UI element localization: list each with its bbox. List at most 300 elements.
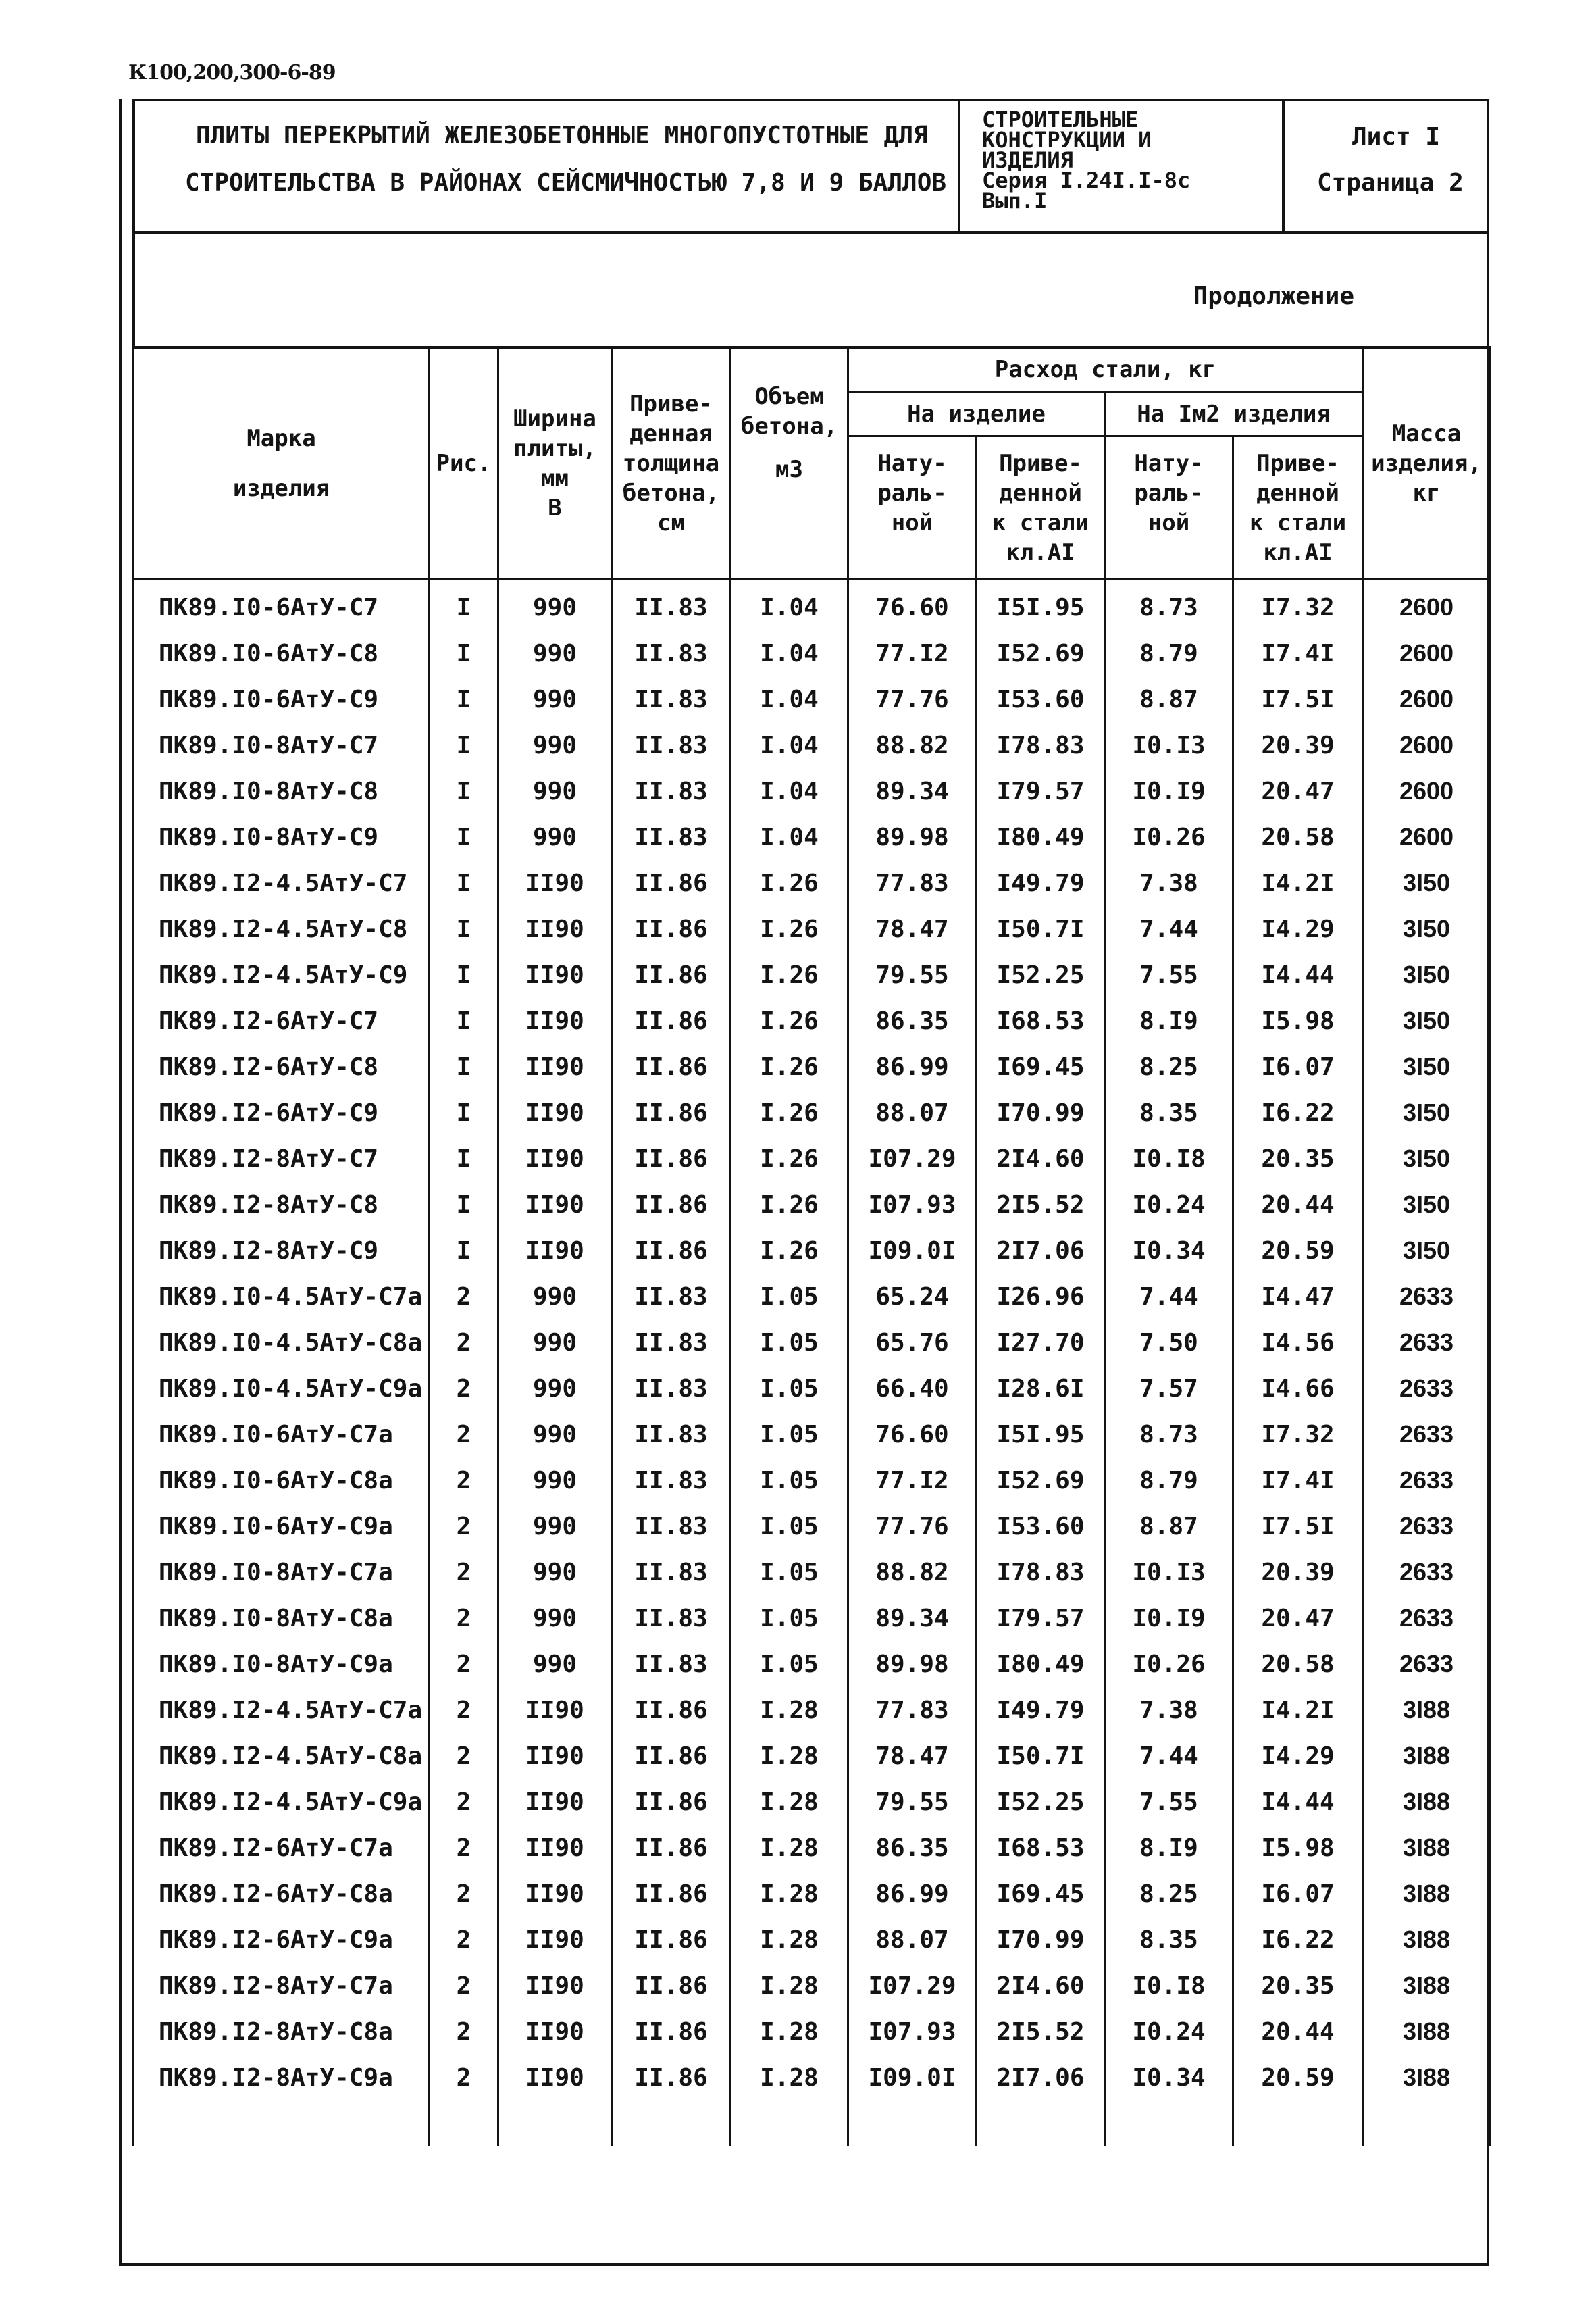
slab-width: II90 <box>498 1182 612 1228</box>
header-mark-line: Марка <box>247 424 316 452</box>
steel-natural-m2: 8.I9 <box>1105 998 1233 1044</box>
concrete-volume: I.26 <box>731 1228 848 1274</box>
header-natural-item <box>848 436 977 580</box>
reduced-thickness: II.83 <box>612 580 731 631</box>
steel-natural-item: 77.83 <box>848 1687 977 1733</box>
steel-natural-item: 79.55 <box>848 1779 977 1825</box>
concrete-volume: I.28 <box>731 1917 848 1963</box>
table-row <box>134 1044 1491 1090</box>
concrete-volume: I.04 <box>731 768 848 814</box>
slab-width: II90 <box>498 998 612 1044</box>
concrete-volume: I.28 <box>731 2009 848 2055</box>
slab-width: II90 <box>498 952 612 998</box>
steel-natural-m2: I0.26 <box>1105 814 1233 860</box>
table-row <box>134 1503 1491 1549</box>
reduced-thickness: II.83 <box>612 1595 731 1641</box>
slab-width: 990 <box>498 1595 612 1641</box>
concrete-volume: I.28 <box>731 1733 848 1779</box>
product-mass: 2600 <box>1363 676 1491 722</box>
steel-reduced-item: I52.25 <box>977 952 1105 998</box>
steel-natural-item: 77.I2 <box>848 1457 977 1503</box>
steel-reduced-item: I79.57 <box>977 1595 1105 1641</box>
product-mark: ПК89.I0-6АтУ-С8 <box>134 630 430 676</box>
header-reduced-line: к стали <box>1249 509 1347 536</box>
empty-cell <box>1363 2101 1491 2146</box>
steel-reduced-item: 2I5.52 <box>977 2009 1105 2055</box>
document-code: К100,200,300-6-89 <box>128 61 336 84</box>
steel-reduced-item: I69.45 <box>977 1044 1105 1090</box>
product-mass: 3I88 <box>1363 1733 1491 1779</box>
steel-natural-item: 88.07 <box>848 1917 977 1963</box>
concrete-volume: I.05 <box>731 1457 848 1503</box>
product-mark: ПК89.I0-8АтУ-С7а <box>134 1549 430 1595</box>
steel-natural-m2: 7.44 <box>1105 1733 1233 1779</box>
steel-natural-m2: 7.55 <box>1105 952 1233 998</box>
product-mass: 2633 <box>1363 1503 1491 1549</box>
steel-natural-item: I07.93 <box>848 2009 977 2055</box>
steel-reduced-m2: 20.47 <box>1233 768 1363 814</box>
steel-natural-m2: 7.44 <box>1105 906 1233 952</box>
steel-natural-item: 86.35 <box>848 998 977 1044</box>
table-row <box>134 1365 1491 1411</box>
concrete-volume: I.26 <box>731 998 848 1044</box>
figure-number: I <box>430 722 498 768</box>
table-row <box>134 814 1491 860</box>
reduced-thickness: II.86 <box>612 1963 731 2009</box>
header-thickness-line: денная <box>629 420 713 447</box>
reduced-thickness: II.83 <box>612 1319 731 1365</box>
steel-reduced-m2: I4.29 <box>1233 1733 1363 1779</box>
header-volume-line: м3 <box>775 455 803 483</box>
figure-number: 2 <box>430 1457 498 1503</box>
document-title-line1: ПЛИТЫ ПЕРЕКРЫТИЙ ЖЕЛЕЗОБЕТОННЫЕ МНОГОПУСТОТНЫЕ ДЛЯ <box>196 122 928 149</box>
table-row <box>134 860 1491 906</box>
table-row <box>134 2055 1491 2101</box>
steel-reduced-item: I70.99 <box>977 1090 1105 1136</box>
product-mass: 2600 <box>1363 814 1491 860</box>
steel-natural-item: I09.0I <box>848 1228 977 1274</box>
header-thickness-line: толщина <box>622 449 720 477</box>
figure-number: 2 <box>430 1503 498 1549</box>
header-mass <box>1363 347 1491 580</box>
reduced-thickness: II.86 <box>612 1779 731 1825</box>
product-mark: ПК89.I0-8АтУ-С9 <box>134 814 430 860</box>
steel-natural-item: 65.24 <box>848 1274 977 1319</box>
slab-width: II90 <box>498 1687 612 1733</box>
product-mark: ПК89.I2-4.5АтУ-С8 <box>134 906 430 952</box>
figure-number: 2 <box>430 1917 498 1963</box>
series-line: СТРОИТЕЛЬНЫЕ <box>982 107 1139 132</box>
table-row <box>134 1228 1491 1274</box>
steel-natural-m2: I0.24 <box>1105 1182 1233 1228</box>
reduced-thickness: II.86 <box>612 1687 731 1733</box>
header-reduced-item <box>977 436 1105 580</box>
table-row <box>134 1825 1491 1871</box>
product-mass: 2633 <box>1363 1549 1491 1595</box>
product-mass: 2633 <box>1363 1457 1491 1503</box>
figure-number: 2 <box>430 1871 498 1917</box>
table-row <box>134 1457 1491 1503</box>
steel-natural-item: 76.60 <box>848 1411 977 1457</box>
steel-reduced-item: I52.69 <box>977 630 1105 676</box>
steel-natural-item: 86.99 <box>848 1871 977 1917</box>
steel-reduced-m2: I4.2I <box>1233 860 1363 906</box>
steel-natural-item: I07.93 <box>848 1182 977 1228</box>
steel-natural-item: 88.07 <box>848 1090 977 1136</box>
product-mass: 3I50 <box>1363 952 1491 998</box>
figure-number: 2 <box>430 1963 498 2009</box>
header-thickness-line: Приве- <box>629 390 713 418</box>
table-row <box>134 906 1491 952</box>
sheet-number: Лист I <box>1352 123 1441 151</box>
concrete-volume: I.26 <box>731 952 848 998</box>
figure-number: I <box>430 768 498 814</box>
product-mass: 2600 <box>1363 722 1491 768</box>
steel-reduced-m2: 20.59 <box>1233 2055 1363 2101</box>
steel-reduced-m2: I4.56 <box>1233 1319 1363 1365</box>
figure-number: 2 <box>430 1549 498 1595</box>
header-reduced-line: денной <box>999 479 1082 507</box>
figure-number: 2 <box>430 1595 498 1641</box>
steel-natural-m2: 7.55 <box>1105 1779 1233 1825</box>
slab-width: 990 <box>498 630 612 676</box>
series-cell <box>960 101 1285 231</box>
title-block <box>132 99 1489 234</box>
header-volume-line: Объем <box>754 382 824 410</box>
steel-natural-m2: 8.73 <box>1105 1411 1233 1457</box>
reduced-thickness: II.86 <box>612 1871 731 1917</box>
product-mark: ПК89.I2-6АтУ-С9 <box>134 1090 430 1136</box>
steel-reduced-m2: I7.4I <box>1233 1457 1363 1503</box>
table-row <box>134 2009 1491 2055</box>
steel-reduced-item: I28.6I <box>977 1365 1105 1411</box>
product-mass: 2633 <box>1363 1365 1491 1411</box>
steel-natural-m2: 8.I9 <box>1105 1825 1233 1871</box>
table-row <box>134 722 1491 768</box>
steel-natural-item: 89.98 <box>848 1641 977 1687</box>
concrete-volume: I.26 <box>731 1182 848 1228</box>
figure-number: 2 <box>430 1411 498 1457</box>
header-thickness-line: см <box>657 509 685 536</box>
product-mass: 3I88 <box>1363 1687 1491 1733</box>
empty-cell <box>1233 2101 1363 2146</box>
header-width-line: Ширина <box>513 405 596 432</box>
table-row <box>134 998 1491 1044</box>
product-mark: ПК89.I2-8АтУ-С8а <box>134 2009 430 2055</box>
reduced-thickness: II.86 <box>612 1090 731 1136</box>
product-mass: 3I88 <box>1363 1779 1491 1825</box>
product-mass: 3I88 <box>1363 2009 1491 2055</box>
concrete-volume: I.28 <box>731 1779 848 1825</box>
slab-width: 990 <box>498 1549 612 1595</box>
product-mass: 3I50 <box>1363 860 1491 906</box>
steel-reduced-m2: I4.2I <box>1233 1687 1363 1733</box>
slab-width: 990 <box>498 722 612 768</box>
steel-natural-item: 86.99 <box>848 1044 977 1090</box>
product-mark: ПК89.I2-4.5АтУ-С7 <box>134 860 430 906</box>
figure-number: I <box>430 676 498 722</box>
concrete-volume: I.05 <box>731 1595 848 1641</box>
product-mark: ПК89.I0-6АтУ-С8а <box>134 1457 430 1503</box>
slab-width: II90 <box>498 2055 612 2101</box>
slab-width: 990 <box>498 1411 612 1457</box>
slab-width: II90 <box>498 1044 612 1090</box>
steel-reduced-m2: 20.39 <box>1233 1549 1363 1595</box>
steel-reduced-item: I49.79 <box>977 860 1105 906</box>
product-mark: ПК89.I2-6АтУ-С7 <box>134 998 430 1044</box>
slab-width: II90 <box>498 1090 612 1136</box>
steel-reduced-m2: 20.44 <box>1233 2009 1363 2055</box>
steel-reduced-m2: I4.44 <box>1233 1779 1363 1825</box>
series-line: ИЗДЕЛИЯ <box>982 147 1073 173</box>
empty-cell <box>498 2101 612 2146</box>
product-mass: 3I88 <box>1363 1871 1491 1917</box>
product-mark: ПК89.I0-4.5АтУ-С9а <box>134 1365 430 1411</box>
header-reduced-line: Приве- <box>1256 449 1339 477</box>
header-width-line: плиты, <box>513 434 596 462</box>
empty-cell <box>1105 2101 1233 2146</box>
page-number: Страница 2 <box>1317 169 1464 197</box>
figure-number: I <box>430 814 498 860</box>
steel-natural-m2: 8.79 <box>1105 1457 1233 1503</box>
figure-number: I <box>430 1182 498 1228</box>
header-width <box>498 347 612 580</box>
steel-reduced-m2: 20.39 <box>1233 722 1363 768</box>
slab-width: II90 <box>498 2009 612 2055</box>
product-mark: ПК89.I0-4.5АтУ-С8а <box>134 1319 430 1365</box>
slab-width: 990 <box>498 1274 612 1319</box>
steel-reduced-m2: I6.07 <box>1233 1871 1363 1917</box>
header-natural-m2 <box>1105 436 1233 580</box>
reduced-thickness: II.86 <box>612 1917 731 1963</box>
steel-reduced-m2: I4.29 <box>1233 906 1363 952</box>
steel-reduced-item: I52.25 <box>977 1779 1105 1825</box>
slab-width: II90 <box>498 860 612 906</box>
steel-natural-item: 89.34 <box>848 1595 977 1641</box>
figure-number: I <box>430 952 498 998</box>
slab-width: II90 <box>498 1228 612 1274</box>
table-row <box>134 952 1491 998</box>
header-per-m2: На Iм2 изделия <box>1105 392 1363 436</box>
empty-cell <box>612 2101 731 2146</box>
steel-natural-m2: I0.I9 <box>1105 1595 1233 1641</box>
steel-natural-m2: I0.34 <box>1105 1228 1233 1274</box>
concrete-volume: I.05 <box>731 1411 848 1457</box>
steel-natural-item: 65.76 <box>848 1319 977 1365</box>
reduced-thickness: II.86 <box>612 952 731 998</box>
product-mark: ПК89.I0-6АтУ-С9 <box>134 676 430 722</box>
concrete-volume: I.26 <box>731 1044 848 1090</box>
steel-natural-m2: 8.25 <box>1105 1871 1233 1917</box>
steel-reduced-item: I5I.95 <box>977 580 1105 631</box>
concrete-volume: I.26 <box>731 1090 848 1136</box>
steel-natural-m2: I0.I3 <box>1105 722 1233 768</box>
figure-number: I <box>430 1228 498 1274</box>
table-row <box>134 1963 1491 2009</box>
title-cell <box>135 101 960 231</box>
table-row <box>134 1411 1491 1457</box>
header-natural-line: Нату- <box>1134 449 1204 477</box>
header-width-line: В <box>548 494 562 522</box>
steel-natural-item: 77.I2 <box>848 630 977 676</box>
product-mark: ПК89.I2-4.5АтУ-С9 <box>134 952 430 998</box>
reduced-thickness: II.86 <box>612 1825 731 1871</box>
steel-natural-m2: I0.24 <box>1105 2009 1233 2055</box>
header-natural-line: Нату- <box>877 449 947 477</box>
table-row <box>134 1687 1491 1733</box>
steel-natural-item: 89.34 <box>848 768 977 814</box>
table-row <box>134 1871 1491 1917</box>
header-volume-line: бетона, <box>740 412 838 440</box>
product-mark: ПК89.I2-6АтУ-С8а <box>134 1871 430 1917</box>
figure-number: I <box>430 860 498 906</box>
steel-reduced-item: I68.53 <box>977 1825 1105 1871</box>
header-reduced-line: кл.АI <box>1263 538 1333 566</box>
product-mass: 3I50 <box>1363 906 1491 952</box>
steel-natural-item: 88.82 <box>848 1549 977 1595</box>
reduced-thickness: II.86 <box>612 860 731 906</box>
concrete-volume: I.05 <box>731 1641 848 1687</box>
steel-reduced-m2: 20.47 <box>1233 1595 1363 1641</box>
figure-number: 2 <box>430 2009 498 2055</box>
steel-reduced-item: I52.69 <box>977 1457 1105 1503</box>
data-table <box>132 346 1491 2146</box>
steel-reduced-item: I68.53 <box>977 998 1105 1044</box>
table-row <box>134 1182 1491 1228</box>
table-bottom-spacer <box>134 2101 1491 2146</box>
reduced-thickness: II.83 <box>612 1503 731 1549</box>
steel-reduced-item: I5I.95 <box>977 1411 1105 1457</box>
table-row <box>134 630 1491 676</box>
header-reduced-line: к стали <box>992 509 1089 536</box>
header-thickness-line: бетона, <box>622 479 720 507</box>
concrete-volume: I.28 <box>731 1825 848 1871</box>
product-mark: ПК89.I0-8АтУ-С7 <box>134 722 430 768</box>
steel-natural-m2: 8.35 <box>1105 1090 1233 1136</box>
product-mark: ПК89.I2-6АтУ-С9а <box>134 1917 430 1963</box>
steel-reduced-item: I53.60 <box>977 1503 1105 1549</box>
product-mass: 2600 <box>1363 580 1491 631</box>
empty-cell <box>977 2101 1105 2146</box>
header-mark-line: изделия <box>232 474 330 502</box>
slab-width: 990 <box>498 580 612 631</box>
figure-number: 2 <box>430 1319 498 1365</box>
header-thickness <box>612 347 731 580</box>
header-mass-line: кг <box>1412 479 1441 507</box>
product-mass: 2633 <box>1363 1595 1491 1641</box>
steel-reduced-m2: I7.32 <box>1233 580 1363 631</box>
table-row <box>134 1641 1491 1687</box>
product-mass: 3I50 <box>1363 1044 1491 1090</box>
steel-reduced-m2: I6.07 <box>1233 1044 1363 1090</box>
issue-number: Вып.I <box>982 188 1048 213</box>
reduced-thickness: II.86 <box>612 1733 731 1779</box>
steel-reduced-m2: I4.66 <box>1233 1365 1363 1411</box>
steel-natural-item: 88.82 <box>848 722 977 768</box>
reduced-thickness: II.83 <box>612 676 731 722</box>
reduced-thickness: II.86 <box>612 1044 731 1090</box>
product-mark: ПК89.I0-6АтУ-С9а <box>134 1503 430 1549</box>
empty-cell <box>430 2101 498 2146</box>
reduced-thickness: II.83 <box>612 1411 731 1457</box>
slab-width: II90 <box>498 1871 612 1917</box>
steel-natural-m2: 7.44 <box>1105 1274 1233 1319</box>
concrete-volume: I.26 <box>731 906 848 952</box>
steel-reduced-item: 2I4.60 <box>977 1136 1105 1182</box>
product-mass: 2600 <box>1363 768 1491 814</box>
steel-reduced-item: I50.7I <box>977 906 1105 952</box>
figure-number: I <box>430 1136 498 1182</box>
product-mark: ПК89.I2-8АтУ-С9а <box>134 2055 430 2101</box>
product-mass: 3I50 <box>1363 1090 1491 1136</box>
header-reduced-line: кл.АI <box>1006 538 1075 566</box>
figure-number: 2 <box>430 2055 498 2101</box>
slab-width: II90 <box>498 1733 612 1779</box>
steel-natural-item: 66.40 <box>848 1365 977 1411</box>
reduced-thickness: II.83 <box>612 1365 731 1411</box>
steel-reduced-m2: 20.35 <box>1233 1136 1363 1182</box>
concrete-volume: I.05 <box>731 1549 848 1595</box>
steel-natural-m2: I0.I8 <box>1105 1136 1233 1182</box>
steel-natural-item: I07.29 <box>848 1963 977 2009</box>
product-mark: ПК89.I2-8АтУ-С7а <box>134 1963 430 2009</box>
steel-natural-item: 79.55 <box>848 952 977 998</box>
concrete-volume: I.28 <box>731 1871 848 1917</box>
steel-reduced-m2: I7.5I <box>1233 1503 1363 1549</box>
product-mass: 2633 <box>1363 1641 1491 1687</box>
figure-number: I <box>430 998 498 1044</box>
steel-natural-m2: 8.87 <box>1105 1503 1233 1549</box>
table-row <box>134 676 1491 722</box>
slab-width: 990 <box>498 1457 612 1503</box>
product-mark: ПК89.I2-4.5АтУ-С7а <box>134 1687 430 1733</box>
steel-natural-m2: 8.79 <box>1105 630 1233 676</box>
reduced-thickness: II.83 <box>612 1549 731 1595</box>
slab-width: II90 <box>498 1779 612 1825</box>
figure-number: I <box>430 1090 498 1136</box>
steel-natural-item: 76.60 <box>848 580 977 631</box>
table-row <box>134 768 1491 814</box>
product-mark: ПК89.I0-8АтУ-С8 <box>134 768 430 814</box>
steel-reduced-m2: I6.22 <box>1233 1090 1363 1136</box>
slab-width: II90 <box>498 1825 612 1871</box>
header-mass-line: изделия, <box>1371 449 1482 477</box>
header-reduced-line: Приве- <box>999 449 1082 477</box>
steel-natural-m2: 8.35 <box>1105 1917 1233 1963</box>
table-row <box>134 1549 1491 1595</box>
steel-reduced-item: I69.45 <box>977 1871 1105 1917</box>
header-natural-line: ной <box>891 509 933 536</box>
reduced-thickness: II.83 <box>612 814 731 860</box>
slab-width: 990 <box>498 814 612 860</box>
steel-reduced-m2: 20.35 <box>1233 1963 1363 2009</box>
steel-reduced-item: 2I5.52 <box>977 1182 1105 1228</box>
slab-width: II90 <box>498 906 612 952</box>
figure-number: I <box>430 906 498 952</box>
steel-natural-m2: 7.38 <box>1105 860 1233 906</box>
continuation-label: Продолжение <box>1193 282 1354 310</box>
concrete-volume: I.04 <box>731 814 848 860</box>
table-body <box>134 580 1491 2147</box>
product-mass: 2633 <box>1363 1411 1491 1457</box>
steel-reduced-item: I80.49 <box>977 1641 1105 1687</box>
header-width-line: мм <box>541 464 569 492</box>
steel-natural-item: I07.29 <box>848 1136 977 1182</box>
reduced-thickness: II.86 <box>612 1136 731 1182</box>
header-per-item: На изделие <box>848 392 1105 436</box>
empty-cell <box>731 2101 848 2146</box>
steel-reduced-item: I78.83 <box>977 722 1105 768</box>
